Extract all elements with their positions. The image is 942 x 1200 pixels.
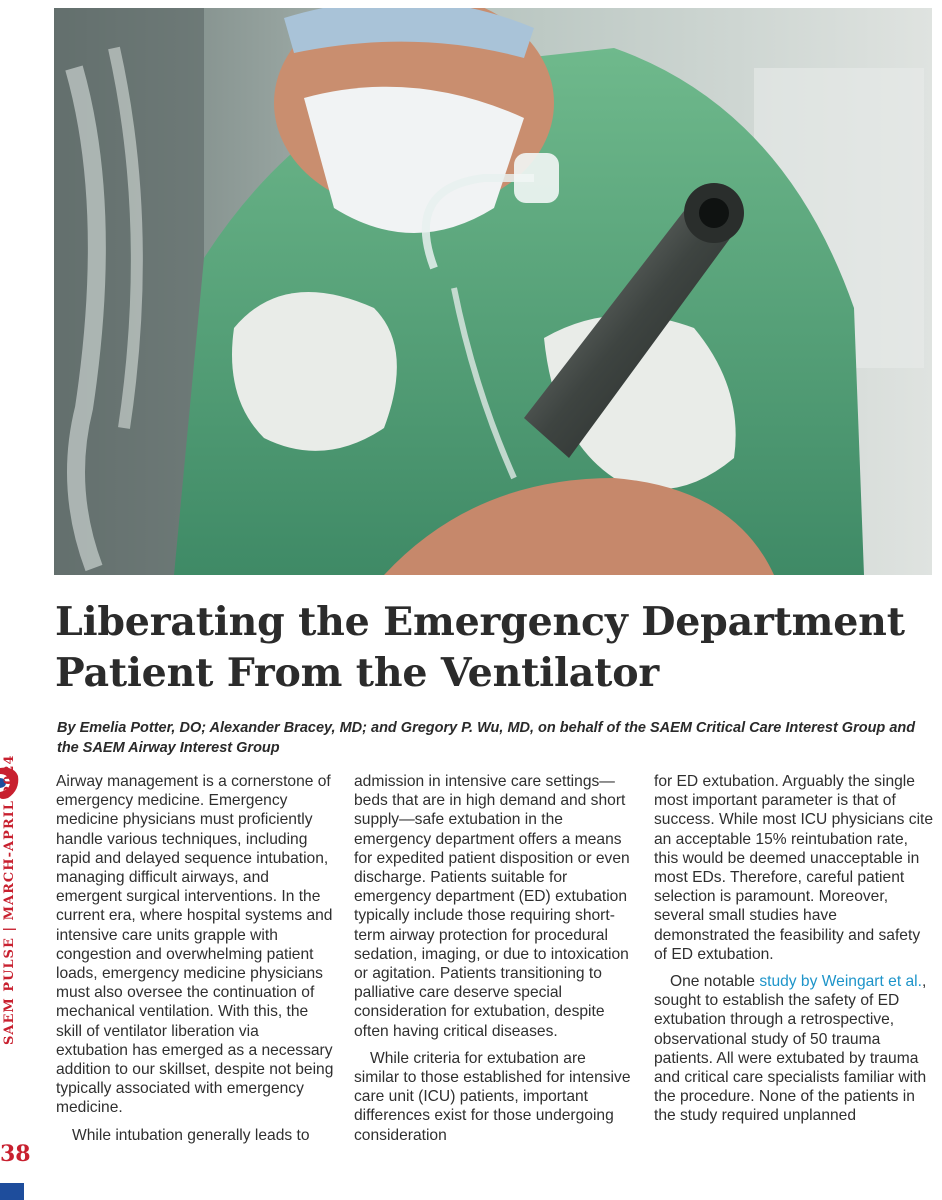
page-number: 38: [0, 1141, 31, 1167]
intubation-photo-icon: [54, 8, 932, 575]
article-title: [55, 597, 935, 699]
paragraph: [654, 972, 936, 1126]
column-2: [354, 772, 634, 1145]
issue-date: MARCH-APRIL 2024: [2, 754, 17, 921]
paragraph-text: , sought to establish the safety of ED extubation through a retrospective, observational study of 50 trauma patients. All were extubated by trauma and critical care specialists familiar with the procedure. None of the patients in the study required unplanned: [654, 973, 927, 1125]
running-head: [2, 754, 26, 1045]
publication-name: SAEM PULSE: [2, 937, 17, 1045]
column-1: [56, 772, 334, 1145]
paragraph: Airway management is a cornerstone of emergency medicine. Emergency medicine physicians must proficiently handle various techniques, including rapid and delayed sequence intubation, managing difficult airways, and emergent surgical interventions. In the current era, where hospital systems and intensive care units grapple with congestion and overwhelming patient loads, emergency medicine physicians must also oversee the continuation of mechanical ventilation. With this, the skill of ventilator liberation via extubation has emerged as a necessary addition to our skillset, despite not being typically associated with emergency medicine.: [56, 773, 334, 1117]
hero-photo: [54, 8, 932, 575]
title-line-2: Patient From the Ventilator: [55, 650, 659, 696]
column-3: [654, 772, 936, 1126]
title-line-1: Liberating the Emergency Department: [55, 599, 905, 645]
byline: By Emelia Potter, DO; Alexander Bracey, MD; and Gregory P. Wu, MD, on behalf of the SAEM Critical Care Interest Group and the SAEM Airway Interest Group: [57, 720, 916, 756]
paragraph: While criteria for extubation are similar to those established for intensive care unit (ICU) patients, important differences exist for those undergoing consideration: [354, 1049, 631, 1144]
study-link[interactable]: study by Weingart et al.: [759, 973, 922, 991]
paragraph: for ED extubation. Arguably the single most important parameter is that of success. While most ICU physicians cite an acceptable 15% reintubation rate, this would be deemed unacceptable in most EDs. Therefore, careful patient selection is paramount. Moreover, several small studies have demonstrated the feasibility and safety of ED extubation.: [654, 773, 934, 963]
paragraph: While intubation generally leads to: [72, 1126, 310, 1144]
paragraph-text: One notable: [670, 973, 760, 991]
running-head-separator: |: [2, 925, 17, 932]
paragraph: admission in intensive care settings—beds that are in high demand and short supply—safe extubation in the emergency department offers a means for expedited patient disposition or even discharge. Patients suitable for emergency department (ED) extubation typically include those requiring short-term airway protection for procedural sedation, imaging, or due to intoxication or agitation. Patients transitioning to palliative care deserve special consideration for extubation, despite often having critical diseases.: [354, 773, 630, 1040]
page-accent-bar: [0, 1183, 24, 1200]
